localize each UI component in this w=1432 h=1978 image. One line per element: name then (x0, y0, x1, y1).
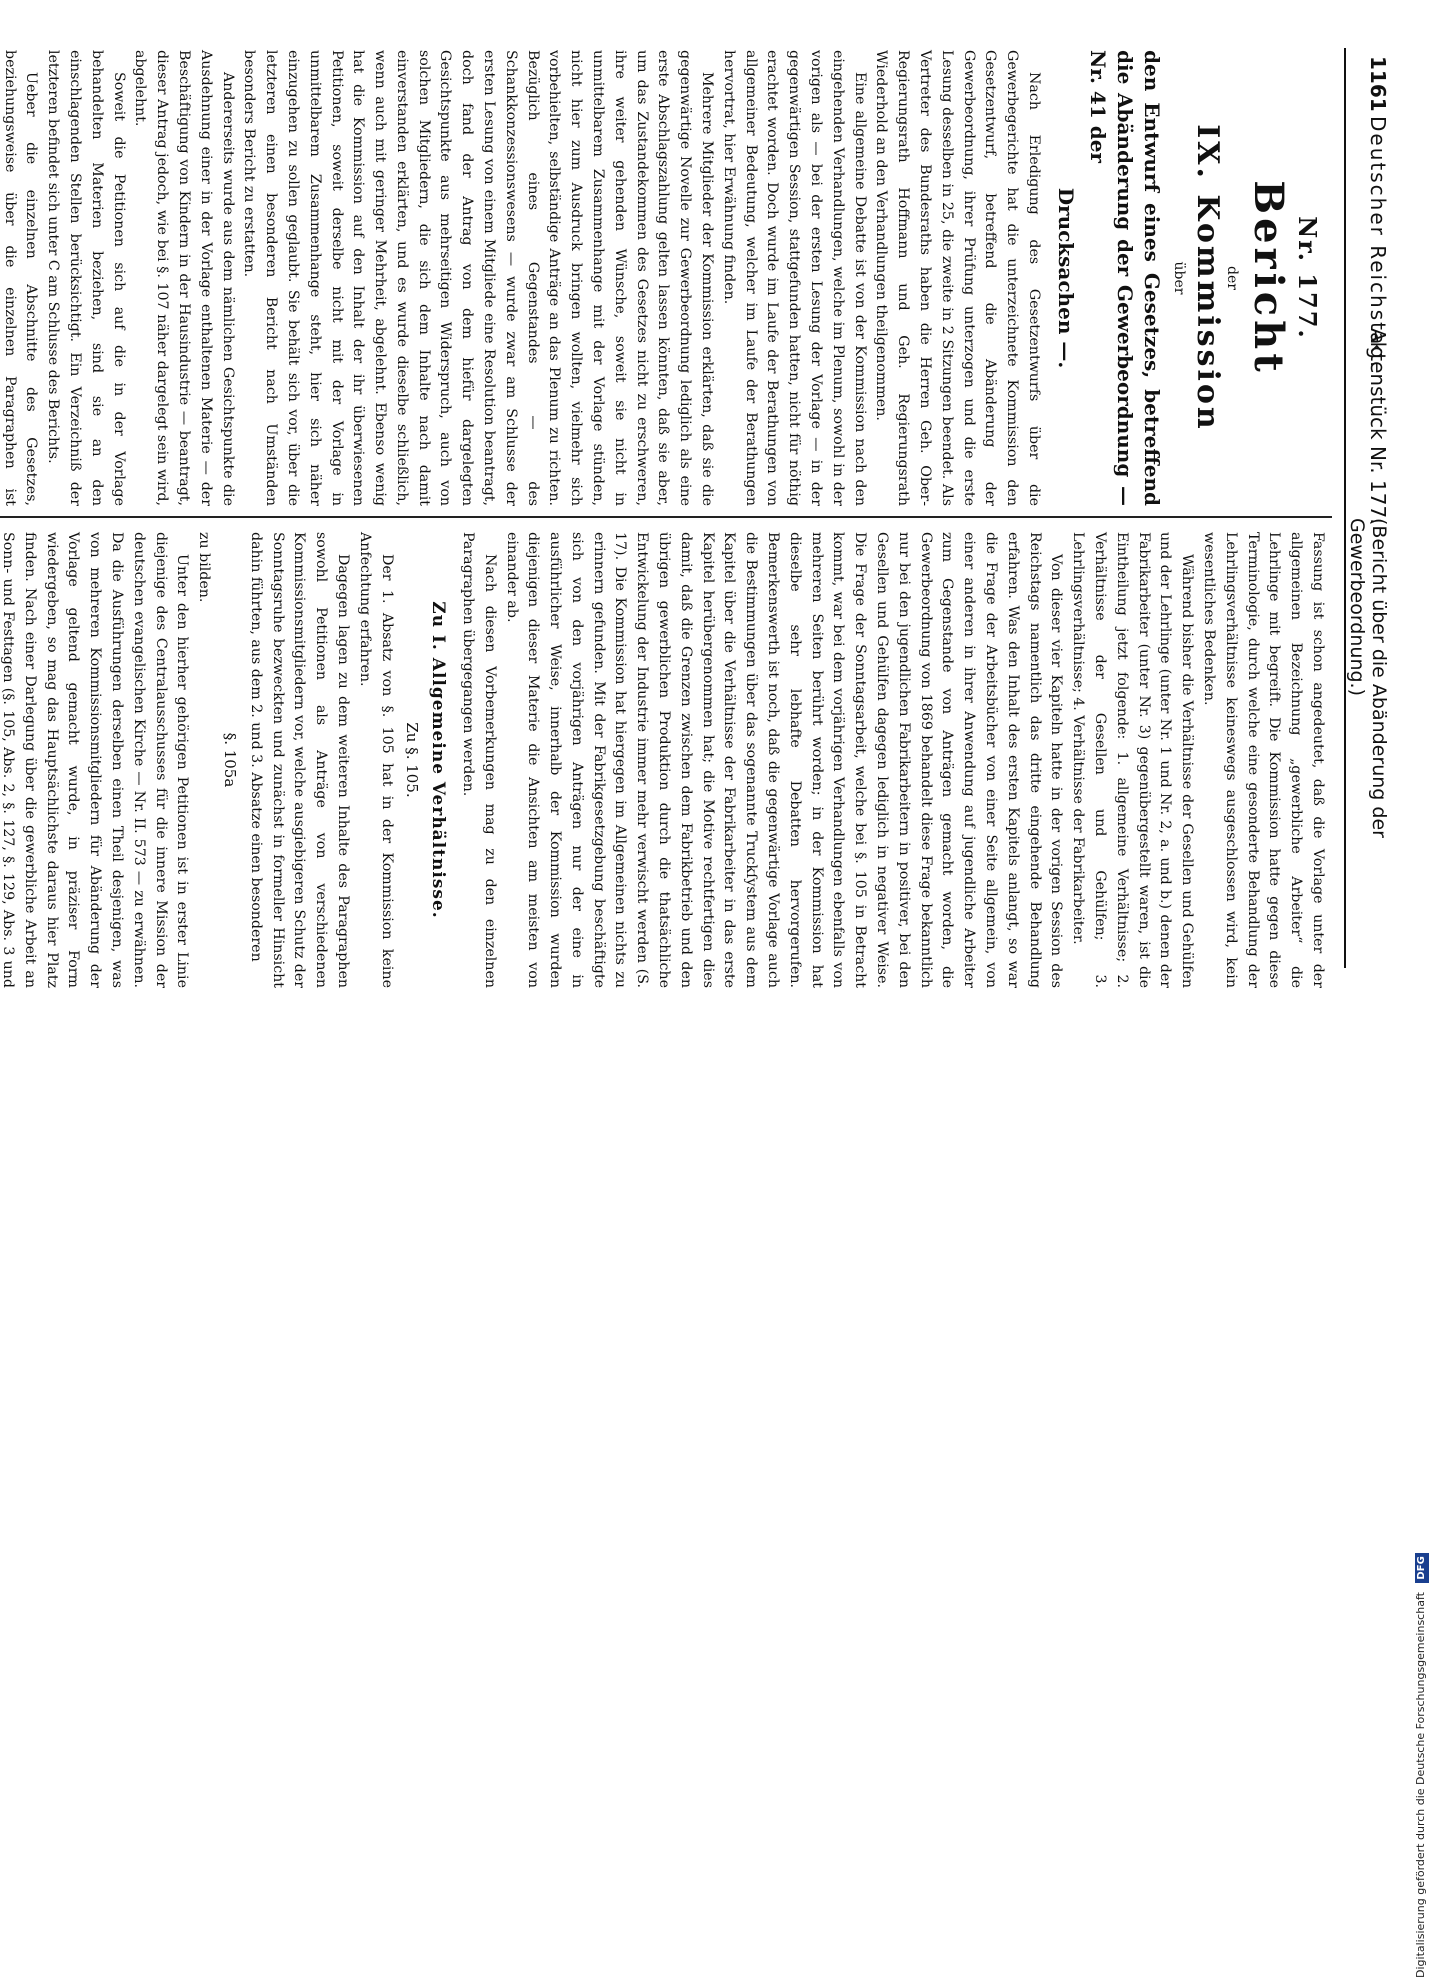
header-left-title: Deutscher Reichstag. (1366, 116, 1390, 370)
der-label: der (1224, 266, 1241, 290)
section-heading: Zu I. Allgemeine Verhältnisse. (428, 601, 449, 919)
paragraph: Während bisher die Verhältnisse der Gesellen und Gehülfen und der Lehrlinge (unter Nr. 1 und Nr. 2, a. und b.) denen der Fabrikarbeiter (unter Nr. 3) gegenübergestellt waren, ist die Eintheilung jetzt folgende: 1. allgemeine Verhältnisse; 2. Verhältnisse der Gesellen und Gehülfen; 3. Lehrlingsverhältnisse; 4. Verhältnisse der Fabrikarbeiter. (1070, 532, 1196, 988)
right-column (0, 532, 1328, 988)
left-column (0, 50, 1328, 506)
paragraph: Andererseits wurde aus dem nämlichen Gesichtspunkte die Ausdehnung einer in der Vorlage enthaltenen Materie — der Beschäftigung von Kindern in der Hausindustrie — beantragt, dieser Antrag jedoch, wie bei §. 107 näher dargelegt sein wird, abgelehnt. (132, 50, 236, 506)
digitization-note (1410, 0, 1432, 1978)
paragraph: Nach diesen Vorbemerkungen mag zu den einzelnen Paragraphen übergegangen werden. (459, 532, 498, 988)
page-number: 1161 (1366, 56, 1390, 112)
ueber-label: über (1170, 261, 1187, 295)
paragraph: Mehrere Mitglieder der Kommission erklärten, daß sie die gegenwärtige Novelle zur Gewerbeordnung lediglich als eine erste Abschlagszahlung gelten lassen könnten, daß sie aber, um das Zustandekommen des Gesetzes nicht zu erschweren, ihre weiter gehenden Wünsche, soweit sie nicht in unmittelbarem Zusammenhange mit der Vorlage stünden, nicht hier zum Ausdruck bringen wollten, vielmehr sich vorbehielten, selbständige Anträge an das Plenum zu richten. Bezüglich eines Gegenstandes — des Schankkonzessionswesens — wurde zwar am Schlusse der ersten Lesung von einem Mitgliede eine Resolution beantragt, doch fand der Antrag von dem hiefür dargelegten Gesichtspunkte aus mehrseitigen Widerspruch, auch von solchen Mitgliedern, die sich dem Inhalte nach damit einverstanden erklärten, und es wurde dieselbe schließlich, wenn auch mit geringer Mehrheit, abgelehnt. Ebenso wenig hat die Kommission auf den Inhalt der ihr überwiesenen Petitionen, soweit derselbe nicht mit der Vorlage in unmittelbarem Zusammenhange steht, hier sich näher einzugehen zu sollen geglaubt. Sie behält sich vor, über die letzteren einen besonderen Bericht nach Umständen besonders Bericht zu erstatten. (241, 50, 716, 506)
paragraph: Soweit die Petitionen sich auf die in der Vorlage behandelten Materien beziehen, sind sie an den einschlagenden Stellen berücksichtigt. Ein Verzeichniß der letzteren befindet sich unter C am Schlusse des Berichts. (45, 50, 127, 506)
digitization-text: Digitalisierung gefördert durch die Deutsche Forschungsgemeinschaft (1414, 1592, 1427, 1978)
kommission-title: IX. Kommission (1190, 124, 1226, 432)
paragraph: zu bilden. (196, 532, 213, 603)
header-document-number: Aktenstück Nr. 177. (1366, 328, 1390, 525)
document-nr: Nr. 177. (1293, 216, 1322, 340)
paragraph: Der 1. Absatz von §. 105 hat in der Kommission keine Anfechtung erfahren. (356, 532, 395, 988)
paragraph-heading-105a: §. 105a (220, 732, 239, 788)
paragraph-heading-105: Zu §. 105. (403, 722, 422, 798)
paragraph: Nach Erledigung des Gesetzentwurfs über die Gewerbegerichte hat die unterzeichnete Kommission den Gesetzentwurf, betreffend die Abänderung der Gewerbeordnung, ihrer Prüfung unterzogen und die erste Lesung desselben in 25, die zweite in 2 Sitzungen beendet. Als Vertreter des Bundesraths haben die Herren Geh. Ober-Regierungsrath Hoffmann und Geh. Regierungsrath Wiederhold an den Verhandlungen theilgenommen. (873, 50, 1043, 506)
paragraph: Eine allgemeine Debatte ist von der Kommission nach den eingehenden Verhandlungen, welche im Plenum, sowohl in der vorigen als — bei der ersten Lesung der Vorlage — in der gegenwärtigen Session, stattgefunden hatten, nicht für nöthig erachtet worden. Doch wurde im Laufe der Berathungen von allgemeiner Bedeutung, welcher im Laufe der Berathungen hervortrat, hier Erwähnung finden. (720, 50, 868, 506)
paragraph: Fassung ist schon angedeutet, daß die Vorlage unter der allgemeinen Bezeichnung „gewerbliche Arbeiter“ die Lehrlinge mit begreift. Die Kommission hatte gegen diese Terminologie, durch welche eine gesonderte Behandlung der Lehrlingsverhältnisse keineswegs ausgeschlossen wird, kein wesentliches Bedenken. (1201, 532, 1326, 988)
paragraph: Von dieser vier Kapiteln hatte in der vorigen Session des Reichstags namentlich das dritte eingehende Behandlung erfahren. Was den Inhalt des ersten Kapitels anlangt, so war die Frage der Arbeitsbücher von einer Seite allgemein, von einer anderen in ihrer Anwendung auf jugendliche Arbeiter zum Gegenstande von Anträgen gemacht worden, die Gewerbeordnung von 1869 behandelt diese Frage bekanntlich nur bei den jugendlichen Fabrikarbeitern in positiver, bei den Gesellen und Gehülfen dagegen lediglich in negativer Weise. Die Frage der Sonntagsarbeit, welche bei §. 105 in Betracht kommt, war bei dem vorjährigen Verhandlungen ebenfalls von mehreren Seiten berührt worden; in der Kommission hat dieselbe sehr lebhafte Debatten hervorgerufen. Bemerkenswerth ist noch, daß die gegenwärtige Vorlage auch die Bestimmungen über das sogenannte Truckſystem aus dem Kapitel über die Verhältnisse der Fabrikarbeiter in das erste Kapitel herübergenommen hat; die Motive rechtfertigen dies damit, daß die Grenzen zwischen dem Fabrikbetrieb und den übrigen gewerblichen Produktion durch die thatsächliche Entwickelung der Industrie immer mehr verwischt werden (S. 17). Die Kommission hat hiergegen im Allgemeinen nichts zu erinnern gefunden. Mit der Fabrikgesetzgebung beschäftigte sich von den vorjährigen Anträgen nur der eine in ausführlicher Weise, innerhalb der Kommission wurden diejenigen dieser Materie die Ansichten am meisten von einander ab. (503, 532, 1065, 988)
report-subject: den Entwurf eines Gesetzes, betreffend die Abänderung der Gewerbeordnung — Nr. 41 der (1085, 50, 1164, 506)
page-content (0, 28, 1432, 988)
document-type: Bericht (1245, 180, 1293, 376)
dfg-logo: DFG (1415, 1553, 1429, 1582)
page-header (1340, 28, 1412, 972)
paragraph: Ueber die einzelnen Abschnitte des Gesetzes, beziehungsweise über die einzelnen Paragraphen ist (1, 50, 40, 506)
header-right-title: (Bericht über die Abänderung der Gewerbeordnung.) (1346, 518, 1390, 838)
header-rule (1344, 48, 1346, 968)
paragraph: Unter den hierher gehörigen Petitionen ist in erster Linie diejenige des Centralausschusses für die innere Mission der deutschen evangelischen Kirche — Nr. II. 573 — zu erwähnen. Da die Ausführungen derselben einen Theil desjenigen, was von mehreren Kommissionsmitgliedern für Abänderung der Vorlage geltend gemacht wurde, in präziser Form wiedergeben, so mag das Hauptsächlichste daraus hier Platz finden. Nach einer Darlegung über die gewerbliche Arbeit an Sonn- und Festtagen (§. 105, Abs. 2, §. 127, §. 129, Abs. 3 und (0, 532, 191, 988)
paragraph: Dagegen lagen zu dem weiteren Inhalte des Paragraphen sowohl Petitionen als Anträge von verschiedenen Kommissionsmitgliedern vor, welche ausgiebigeren Schutz der Sonntagsruhe bezweckten und zunächst in formeller Hinsicht dahin führten, aus dem 2. und 3. Absatze einen besonderen (247, 532, 351, 988)
column-divider (0, 516, 1332, 518)
report-subject-end: Drucksachen —. (1053, 187, 1078, 369)
